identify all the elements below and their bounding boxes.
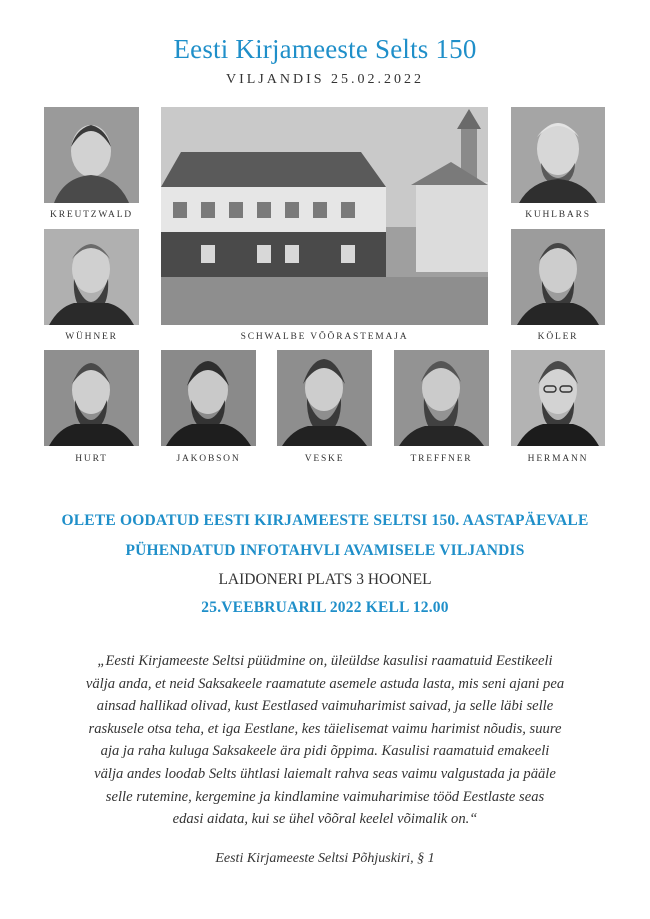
portrait-veske xyxy=(277,350,372,446)
portrait-hermann xyxy=(511,350,605,446)
quote-line: välja andes loodab Selts ühtlasi laiemalt rahva seas vaimu valgustada ja pääle xyxy=(94,765,556,782)
portrait-caption: TREFFNER xyxy=(410,454,473,464)
event-subtitle: VILJANDIS 25.02.2022 xyxy=(225,72,425,87)
quote-line: välja anda, et neid Saksakeele raamatute asemele astuda lasta, mis seni ajani pea xyxy=(85,675,565,692)
portrait-caption: HURT xyxy=(75,454,108,464)
page-title: Eesti Kirjameeste Selts 150 xyxy=(173,34,477,64)
quote-line: „Eesti Kirjameeste Seltsi püüdmine on, üleüldse kasulisi raamatuid Eestikeeli xyxy=(97,653,553,669)
portrait-kreutzwald xyxy=(44,107,139,203)
portrait-photo-icon xyxy=(511,229,605,325)
building-caption: SCHWALBE VÕÕRASTEMAJA xyxy=(240,332,409,342)
quote-line: selle rutemine, kergemine ja kindlamine vaimuharimise tööd Eestlaste seas xyxy=(105,788,545,805)
building-photo xyxy=(161,107,488,325)
portrait-caption: WÜHNER xyxy=(65,332,118,342)
portrait-caption: KREUTZWALD xyxy=(50,210,133,220)
portrait-photo-icon xyxy=(44,107,139,203)
quote-line: aja ja raha kuluga Saksakeele ära pidi õppima. Kasulisi raamatuid emakeeli xyxy=(100,743,550,760)
quote-line: ainsad hallikad olivad, kust Eestlased vaimuharimist saivad, ja selle läbi selle xyxy=(96,698,554,715)
portrait-photo-icon xyxy=(44,350,139,446)
event-address: LAIDONERI PLATS 3 HOONEL xyxy=(218,571,432,588)
portrait-photo-icon xyxy=(394,350,489,446)
event-datetime: 25.VEEBRUARIL 2022 KELL 12.00 xyxy=(201,599,449,616)
portrait-caption: JAKOBSON xyxy=(176,454,241,464)
charter-quote xyxy=(62,650,588,831)
portrait-photo-icon xyxy=(277,350,372,446)
portrait-wuhner xyxy=(44,229,139,325)
portrait-photo-icon xyxy=(161,350,256,446)
portrait-photo-icon xyxy=(44,229,139,325)
portrait-photo-icon xyxy=(511,350,605,446)
portrait-caption: VESKE xyxy=(304,454,345,464)
portrait-caption: KÖLER xyxy=(537,332,579,342)
invitation-line-1: OLETE OODATUD EESTI KIRJAMEESTE SELTSI 150. AASTAPÄEVALE xyxy=(61,512,589,529)
portrait-caption: KUHLBARS xyxy=(525,210,591,220)
portrait-treffner xyxy=(394,350,489,446)
portrait-photo-icon xyxy=(511,107,605,203)
quote-line: edasi aidata, kui se ühel võõral keelel võimalik on.“ xyxy=(172,811,478,828)
quote-source: Eesti Kirjameeste Seltsi Põhjuskiri, § 1 xyxy=(215,851,435,866)
portrait-hurt xyxy=(44,350,139,446)
building-image-icon xyxy=(161,107,488,325)
portrait-caption: HERMANN xyxy=(527,454,589,464)
invitation-line-2: PÜHENDATUD INFOTAHVLI AVAMISELE VILJANDIS xyxy=(125,542,525,559)
portrait-jakobson xyxy=(161,350,256,446)
portrait-koler xyxy=(511,229,605,325)
quote-line: raskusele otsa teha, et iga Eestlane, kes täielisemat vaimu harimist nõudis, suure xyxy=(88,720,562,737)
portrait-kuhlbars xyxy=(511,107,605,203)
